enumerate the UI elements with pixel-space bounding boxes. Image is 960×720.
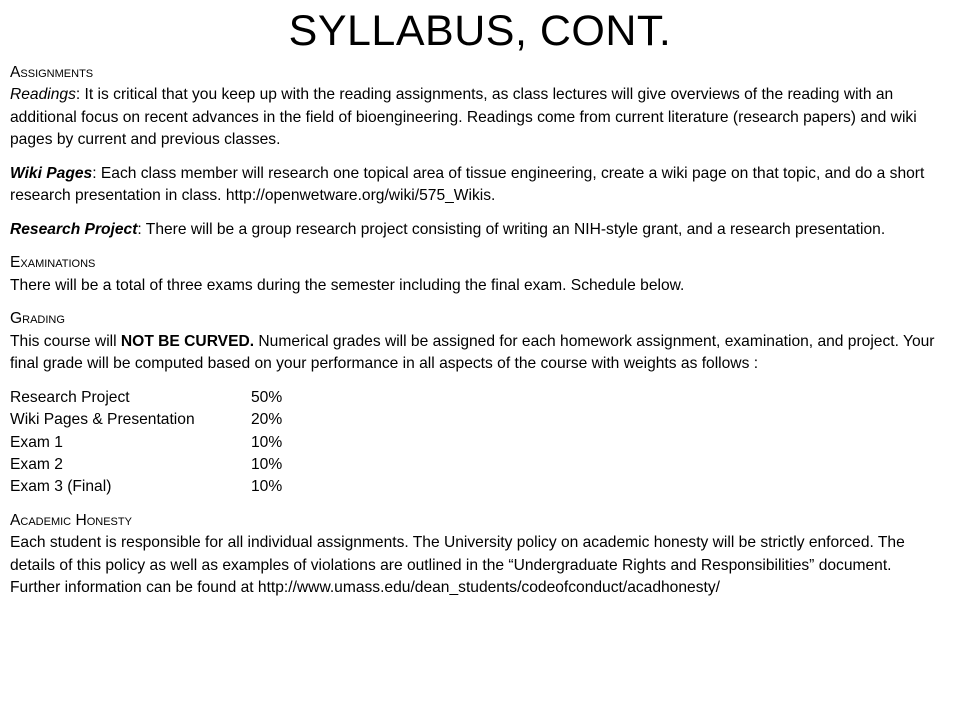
examinations-text: There will be a total of three exams during the semester including the final exam. Schedule below. [10,276,685,294]
grade-name: Exam 2 [10,456,63,474]
grade-weight: 50% [251,388,283,406]
honesty-text: Each student is responsible for all individual assignments. The University policy on academic honesty will be strictly enforced. The details of this policy as well as examples of violations are outlined in the “Undergraduate Rights and Responsibilities” document. Further information can be found at http://www.umass.edu/dean_students/codeofconduct/acadhonesty/ [10,534,905,597]
wiki-paragraph [10,163,946,208]
project-text: : There will be a group research project consisting of writing an NIH-style grant, and a research presentation. [137,220,886,238]
grading-paragraph [10,331,946,376]
grading-text-before: This course will [10,332,121,350]
grading-text-after: Numerical grades will be assigned for each homework assignment, examination, and project. Your final grade will be computed based on your performance in all aspects of the course with weights as follows : [10,332,935,373]
grade-row [10,409,946,431]
grade-weight: 10% [251,478,283,496]
grade-name: Research Project [10,388,130,406]
grade-name: Exam 3 (Final) [10,478,112,496]
syllabus-content [10,62,946,600]
grade-weight: 10% [251,433,283,451]
grade-name: Exam 1 [10,433,63,451]
assignments-heading: Assignments [10,64,94,81]
honesty-heading: Academic Honesty [10,512,132,530]
wiki-text: : Each class member will research one topical area of tissue engineering, create a wiki page on that topic, and do a short research presentation in class. http://openwetware.org/wiki/575_Wikis. [10,164,925,205]
wiki-lead: Wiki Pages [10,164,93,182]
project-lead: Research Project [10,220,138,238]
grade-weight: 10% [251,456,283,474]
examinations-heading: Examinations [10,254,96,272]
slide-title: SYLLABUS, CONT. [288,7,672,55]
project-paragraph [10,219,946,241]
grade-weights-table [10,387,946,499]
grade-row [10,476,946,498]
grading-bold: NOT BE CURVED. [120,332,255,350]
grade-weight: 20% [251,411,283,429]
grade-row [10,454,946,476]
grade-row [10,432,946,454]
grade-row [10,387,946,409]
readings-paragraph [10,84,946,151]
grade-name: Wiki Pages & Presentation [10,411,195,429]
grading-heading: Grading [10,310,65,328]
readings-lead: Readings [10,86,76,104]
readings-text: : It is critical that you keep up with the reading assignments, as class lectures will give overviews of the reading with an additional focus on recent advances in the field of bioengineering. Readings come from current literature (research papers) and wiki pages by current and previous classes. [10,86,917,149]
